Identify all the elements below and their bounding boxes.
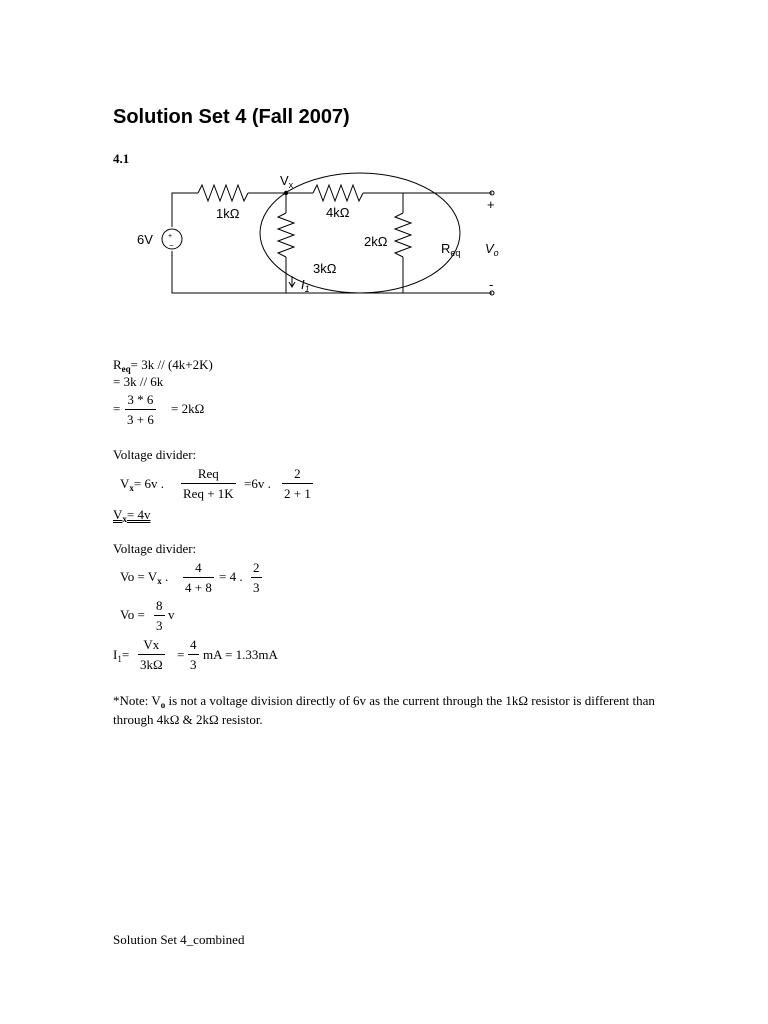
vd2-fraction-2: $\frac{2}{3}$ [253, 560, 260, 595]
page-footer: Solution Set 4_combined [113, 932, 245, 947]
terminal-plus: + [487, 197, 495, 212]
label-i1: $I_1$ [301, 277, 310, 294]
label-vo: $V_o$ [485, 241, 499, 258]
source-minus: − [169, 241, 174, 250]
source-plus: + [168, 233, 173, 240]
vd2-heading: Voltage divider: [113, 541, 197, 556]
req-fraction: $\frac{3 * 6}{3 + 6}$ [127, 392, 154, 427]
label-req: $R_{eq}$ [441, 241, 461, 258]
current-fraction-1: $\frac{Vx}{3k\Omega}$ [140, 637, 163, 672]
req-line-3-prefix: = [113, 401, 121, 416]
vd2-lhs: $Vo = V_x$ . [120, 569, 169, 586]
label-4k: 4kΩ [326, 205, 350, 220]
vd1-fraction-2: $\frac{2}{2 + 1}$ [284, 466, 311, 501]
resistor-2k [395, 213, 411, 257]
label-vx: $V_x$ [280, 173, 294, 190]
note-paragraph: *Note: $V_o$ is not a voltage division directly of 6v as the current through the 1kΩ resistor is different than through 4kΩ & 2kΩ resistor. [113, 693, 655, 727]
problem-number: 4.1 [113, 151, 130, 166]
vd1-mid: =6v . [244, 476, 271, 491]
page-title: Solution Set 4 (Fall 2007) [113, 106, 350, 128]
vd2-mid: = 4 . [219, 569, 243, 584]
vd2-line2-lhs: Vo = [120, 607, 145, 622]
label-6v: 6V [137, 232, 153, 247]
resistor-1k [198, 185, 248, 201]
resistor-4k [313, 185, 363, 201]
label-2k: 2kΩ [364, 234, 388, 249]
terminal-minus: - [489, 277, 494, 292]
label-1k: 1kΩ [216, 206, 240, 221]
vd1-lhs: $V_x= 6v$ . [120, 476, 164, 493]
wire-left [172, 193, 198, 227]
label-3k: 3kΩ [313, 261, 337, 276]
vd1-heading: Voltage divider: [113, 447, 197, 462]
current-lhs: $I_1=$ [113, 647, 130, 664]
current-eq2: = [177, 647, 185, 662]
current-result: mA = 1.33mA [203, 647, 278, 662]
current-fraction-2: $\frac{4}{3}$ [190, 637, 197, 672]
vd2-fraction-1: $\frac{4}{4 + 8}$ [185, 560, 212, 595]
vd2-line2-unit: v [168, 607, 175, 622]
resistor-3k [278, 213, 294, 257]
vd1-result: $V_x= 4v$ [113, 507, 151, 524]
node-vx-dot [284, 191, 288, 195]
vd1-fraction-1: Req Req + 1K [183, 466, 234, 501]
circuit-diagram [0, 0, 768, 330]
req-line-1: $R_{eq}= 3k // (4k+2K)$ [113, 357, 213, 374]
vd2-line2-fraction: $\frac{8}{3}$ [156, 598, 163, 633]
req-result: = 2kΩ [171, 401, 205, 416]
req-line-2: = 3k // 6k [113, 374, 164, 389]
